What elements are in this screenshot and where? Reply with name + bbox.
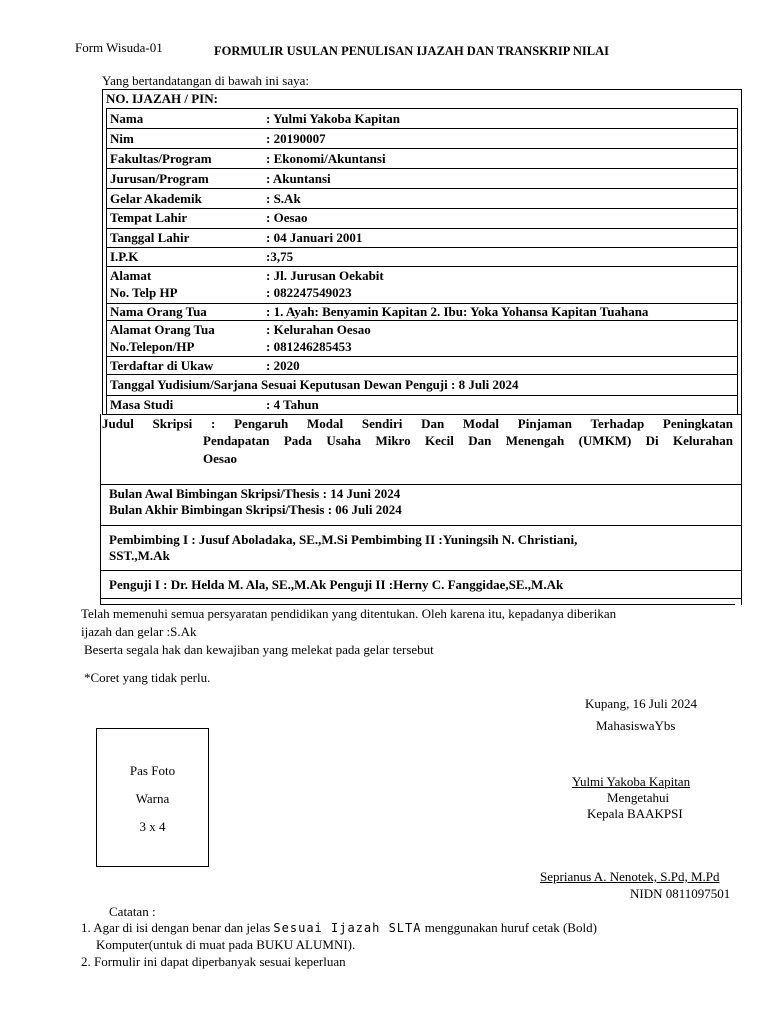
statement-line2: ijazah dan gelar :S.Ak: [81, 624, 197, 639]
row-label-alamat: Alamat: [110, 268, 152, 283]
row-label-nim: Nim: [110, 131, 134, 146]
row-label-tempat-lahir: Tempat Lahir: [110, 210, 188, 225]
official-position: Kepala BAAKPSI: [587, 806, 683, 821]
row-value-nim: : 20190007: [266, 131, 326, 146]
notes-item-1-continuation: Komputer(untuk di muat pada BUKU ALUMNI).: [96, 937, 356, 952]
skripsi-title-line3: Oesao: [203, 451, 237, 466]
pembimbing-line1: Pembimbing I : Jusuf Aboladaka, SE.,M.Si Pembimbing II :Yuningsih N. Christiani,: [109, 532, 578, 547]
statement-line3: Beserta segala hak dan kewajiban yang melekat pada gelar tersebut: [84, 642, 434, 657]
row-label-orang-tua: Nama Orang Tua: [110, 304, 207, 319]
row-value-telp: : 082247549023: [266, 285, 352, 300]
row-label-jurusan: Jurusan/Program: [110, 171, 209, 186]
row-value-fakultas: : Ekonomi/Akuntansi: [266, 151, 386, 166]
official-nidn: NIDN 0811097501: [630, 886, 731, 901]
coret-note: *Coret yang tidak perlu.: [84, 670, 211, 685]
row-label-fakultas: Fakultas/Program: [110, 151, 212, 166]
skripsi-title-line1: Judul Skripsi : Pengaruh Modal Sendiri Dan Modal Pinjaman Terhadap Peningkatan: [102, 416, 733, 431]
row-label-ipk: I.P.K: [110, 249, 139, 264]
official-name: Seprianus A. Nenotek, S.Pd, M.Pd: [540, 869, 720, 884]
notes-item-1: [81, 920, 597, 936]
notes-item-1-emphasis: Sesuai Ijazah SLTA: [273, 921, 422, 935]
form-title: FORMULIR USULAN PENULISAN IJAZAH DAN TRANSKRIP NILAI: [214, 44, 609, 58]
row-value-telp-ortu: : 081246285453: [266, 339, 352, 354]
row-label-gelar: Gelar Akademik: [110, 191, 202, 206]
yudisium-row: Tanggal Yudisium/Sarjana Sesuai Keputusan Dewan Penguji : 8 Juli 2024: [110, 377, 519, 392]
row-label-alamat-ortu: Alamat Orang Tua: [110, 322, 215, 337]
row-value-nama: : Yulmi Yakoba Kapitan: [266, 111, 401, 126]
row-value-gelar: : S.Ak: [266, 191, 301, 206]
ijazah-pin-label: NO. IJAZAH / PIN:: [106, 91, 218, 106]
row-value-masa-studi: : 4 Tahun: [266, 397, 319, 412]
photo-label-line2: Warna: [135, 791, 170, 806]
bimbingan-awal: Bulan Awal Bimbingan Skripsi/Thesis : 14 Juni 2024: [109, 486, 401, 501]
row-value-alamat-ortu: : Kelurahan Oesao: [266, 322, 371, 337]
row-label-telp-ortu: No.Telepon/HP: [110, 339, 195, 354]
form-code: Form Wisuda-01: [75, 40, 163, 55]
row-label-nama: Nama: [110, 111, 144, 126]
photo-label-line3: 3 x 4: [139, 819, 166, 834]
notes-item-1-start: 1. Agar di isi dengan benar dan jelas: [81, 920, 274, 935]
notes-item-2: 2. Formulir ini dapat diperbanyak sesuai keperluan: [81, 954, 346, 969]
skripsi-title-line2: Pendapatan Pada Usaha Mikro Kecil Dan Menengah (UMKM) Di Kelurahan: [203, 433, 733, 448]
notes-item-1-end: menggunakan huruf cetak (Bold): [421, 920, 597, 935]
notes-title: Catatan :: [109, 904, 156, 919]
row-label-tanggal-lahir: Tanggal Lahir: [110, 230, 190, 245]
student-signature-name: Yulmi Yakoba Kapitan: [572, 774, 691, 789]
row-value-alamat: : Jl. Jurusan Oekabit: [266, 268, 384, 283]
photo-label-line1: Pas Foto: [129, 763, 176, 778]
student-role: MahasiswaYbs: [596, 718, 676, 733]
intro-text: Yang bertandatangan di bawah ini saya:: [102, 73, 309, 88]
penguji-row: Penguji I : Dr. Helda M. Ala, SE.,M.Ak Penguji II :Herny C. Fanggidae,SE.,M.Ak: [109, 577, 564, 592]
row-label-masa-studi: Masa Studi: [110, 397, 174, 412]
row-label-telp: No. Telp HP: [110, 285, 178, 300]
pembimbing-line2: SST.,M.Ak: [109, 548, 170, 563]
row-value-orang-tua: : 1. Ayah: Benyamin Kapitan 2. Ibu: Yoka Yohansa Kapitan Tuahana: [266, 304, 649, 319]
row-value-ipk: :3,75: [266, 249, 294, 264]
row-value-tanggal-lahir: : 04 Januari 2001: [266, 230, 363, 245]
place-date: Kupang, 16 Juli 2024: [585, 696, 697, 711]
acknowledged-label: Mengetahui: [607, 790, 670, 805]
statement-line1: Telah memenuhi semua persyaratan pendidikan yang ditentukan. Oleh karena itu, kepadanya diberikan: [81, 606, 617, 621]
row-value-jurusan: : Akuntansi: [266, 171, 331, 186]
row-value-tempat-lahir: : Oesao: [266, 210, 308, 225]
photo-placeholder: [96, 728, 209, 867]
bimbingan-akhir: Bulan Akhir Bimbingan Skripsi/Thesis : 06 Juli 2024: [109, 502, 402, 517]
row-label-terdaftar: Terdaftar di Ukaw: [110, 358, 214, 373]
row-value-terdaftar: : 2020: [266, 358, 300, 373]
